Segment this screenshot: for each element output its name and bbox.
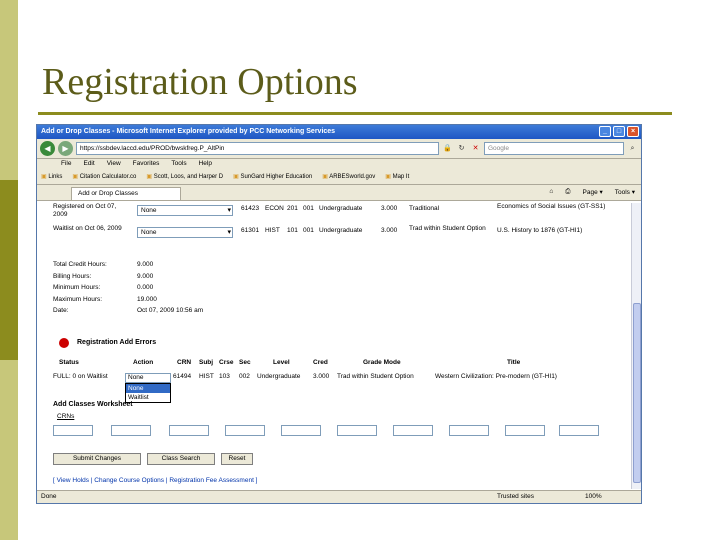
favorite-link[interactable]: ▣ ARBESworld.gov — [322, 173, 375, 182]
menu-tools[interactable]: Tools — [171, 160, 187, 167]
error-status: FULL: 0 on Waitlist — [53, 373, 108, 380]
row-subj: ECON — [265, 205, 284, 212]
row-mode: Traditional — [409, 205, 440, 212]
header-grade-mode: Grade Mode — [363, 359, 401, 366]
error-subj: HIST — [199, 373, 214, 380]
crn-input-3[interactable] — [169, 425, 209, 436]
crn-input-1[interactable] — [53, 425, 93, 436]
header-cred: Cred — [313, 359, 328, 366]
crn-input-6[interactable] — [337, 425, 377, 436]
row-crn: 61423 — [241, 205, 260, 212]
browser-window — [36, 124, 642, 504]
slide-sidebar-light-block — [0, 0, 18, 180]
window-titlebar — [37, 125, 641, 139]
row-level: Undergraduate — [319, 205, 363, 212]
header-title: Title — [507, 359, 521, 366]
add-classes-title: Add Classes Worksheet — [53, 401, 133, 408]
stop-icon[interactable]: ✕ — [472, 145, 479, 152]
crn-input-8[interactable] — [449, 425, 489, 436]
tab-add-drop[interactable]: Add or Drop Classes — [71, 187, 181, 200]
menu-view[interactable]: View — [106, 160, 121, 167]
menu-help[interactable]: Help — [198, 160, 212, 167]
row-level: Undergraduate — [319, 227, 363, 234]
home-icon[interactable]: ⌂ — [549, 188, 554, 195]
errors-title: Registration Add Errors — [77, 339, 157, 346]
zoom-level[interactable]: 100% — [585, 493, 602, 500]
crn-input-9[interactable] — [505, 425, 545, 436]
summary-value: 0.000 — [137, 284, 154, 291]
menu-edit[interactable]: Edit — [83, 160, 95, 167]
header-action: Action — [133, 359, 154, 366]
row-crse: 201 — [287, 205, 298, 212]
crn-input-4[interactable] — [225, 425, 265, 436]
summary-label: Maximum Hours: — [53, 295, 103, 303]
print-icon[interactable]: ⎙ — [565, 188, 571, 195]
favorites-bar — [37, 171, 641, 185]
footer-links[interactable]: [ View Holds | Change Course Options | Registration Fee Assessment ] — [53, 477, 258, 484]
status-bar — [37, 490, 642, 503]
menu-favorites[interactable]: Favorites — [132, 160, 160, 167]
address-bar-row — [37, 139, 641, 159]
summary-label: Minimum Hours: — [53, 284, 101, 291]
status-text: Done — [41, 493, 57, 500]
crn-input-7[interactable] — [393, 425, 433, 436]
favorite-link[interactable]: ▣ Citation Calculator.co — [72, 173, 136, 182]
trusted-sites-zone: Trusted sites — [497, 493, 534, 500]
row-title: Economics of Social Issues (GT-SS1) — [497, 203, 606, 210]
action-select[interactable]: None ▾ — [137, 205, 233, 216]
address-input[interactable]: https://ssbdev.laccd.edu/PROD/bwskfreg.P_AltPin — [76, 142, 439, 155]
row-crn: 61301 — [241, 227, 260, 234]
class-search-button[interactable]: Class Search — [147, 453, 215, 465]
refresh-icon[interactable]: ↻ — [458, 145, 465, 152]
header-crn: CRN — [177, 359, 192, 366]
row-cred: 3.000 — [381, 205, 398, 212]
hours-summary — [53, 259, 203, 317]
tools-menu[interactable]: Tools ▾ — [614, 189, 635, 196]
slide-title: Registration Options — [42, 61, 358, 103]
error-grade-mode: Trad within Student Option — [337, 373, 414, 380]
crn-input-10[interactable] — [559, 425, 599, 436]
summary-value: 19.000 — [137, 295, 157, 303]
header-sec: Sec — [239, 359, 251, 366]
scrollbar-thumb[interactable] — [633, 303, 641, 483]
close-icon[interactable]: × — [627, 126, 639, 137]
error-level: Undergraduate — [257, 373, 301, 380]
back-button[interactable]: ◀ — [40, 141, 55, 156]
vertical-scrollbar[interactable] — [631, 203, 641, 489]
error-crse: 103 — [219, 373, 230, 380]
header-crse: Crse — [219, 359, 234, 366]
crn-label: CRNs — [57, 413, 75, 420]
summary-label: Billing Hours: — [53, 272, 92, 280]
favorite-link[interactable]: ▣ Map It — [385, 173, 409, 182]
lock-icon: 🔒 — [443, 145, 452, 152]
row-crse: 101 — [287, 227, 298, 234]
row-sec: 001 — [303, 205, 314, 212]
menu-bar — [37, 159, 641, 171]
favorite-link[interactable]: ▣ Scott, Loos, and Harper D — [146, 173, 223, 182]
row-subj: HIST — [265, 227, 280, 234]
submit-changes-button[interactable]: Submit Changes — [53, 453, 141, 465]
page-menu[interactable]: Page ▾ — [582, 189, 603, 196]
summary-value: 9.000 — [137, 261, 154, 268]
row-title: U.S. History to 1876 (GT-HI1) — [497, 227, 583, 234]
row-mode: Trad within Student Option — [409, 225, 486, 232]
window-title: Add or Drop Classes - Microsoft Internet Explorer provided by PCC Networking Services — [41, 128, 336, 135]
crn-input-2[interactable] — [111, 425, 151, 436]
favorite-link[interactable]: ▣ SunGard Higher Education — [233, 173, 312, 182]
action-dropdown — [125, 383, 171, 403]
error-title: Western Civilization: Pre-modern (GT-HI1) — [435, 373, 557, 380]
slide-sidebar-bar — [0, 0, 18, 540]
maximize-icon[interactable]: □ — [613, 126, 625, 137]
summary-value: 9.000 — [137, 272, 154, 280]
reset-button[interactable]: Reset — [221, 453, 253, 465]
row-status: Registered on Oct 07, 2009 — [53, 203, 117, 218]
search-input[interactable]: Google — [484, 142, 624, 155]
row-sec: 001 — [303, 227, 314, 234]
error-icon — [59, 338, 69, 348]
minimize-icon[interactable]: _ — [599, 126, 611, 137]
header-subj: Subj — [199, 359, 214, 366]
summary-label: Date: — [53, 307, 69, 314]
crn-input-5[interactable] — [281, 425, 321, 436]
header-status: Status — [59, 359, 79, 366]
title-divider — [38, 112, 672, 115]
page-content — [37, 203, 632, 489]
error-cred: 3.000 — [313, 373, 330, 380]
header-level: Level — [273, 359, 290, 366]
menu-file[interactable]: File — [61, 160, 72, 167]
dropdown-option-none[interactable]: None — [126, 384, 170, 393]
error-action-select[interactable]: None — [125, 373, 171, 383]
forward-button[interactable]: ▶ — [58, 141, 73, 156]
row-cred: 3.000 — [381, 227, 398, 234]
summary-value: Oct 07, 2009 10:56 am — [137, 307, 204, 314]
error-sec: 002 — [239, 373, 250, 380]
summary-label: Total Credit Hours: — [53, 261, 107, 268]
favorite-link[interactable]: ▣ Links — [41, 173, 62, 182]
error-crn: 61494 — [173, 373, 192, 380]
action-select[interactable]: None ▾ — [137, 227, 233, 238]
dropdown-option-waitlist[interactable]: Waitlist — [128, 394, 149, 401]
search-icon[interactable]: ⌕ — [630, 145, 635, 152]
slide-sidebar-light-block — [0, 360, 18, 540]
tab-bar — [37, 185, 641, 201]
row-status: Waitlist on Oct 06, 2009 — [53, 225, 122, 232]
